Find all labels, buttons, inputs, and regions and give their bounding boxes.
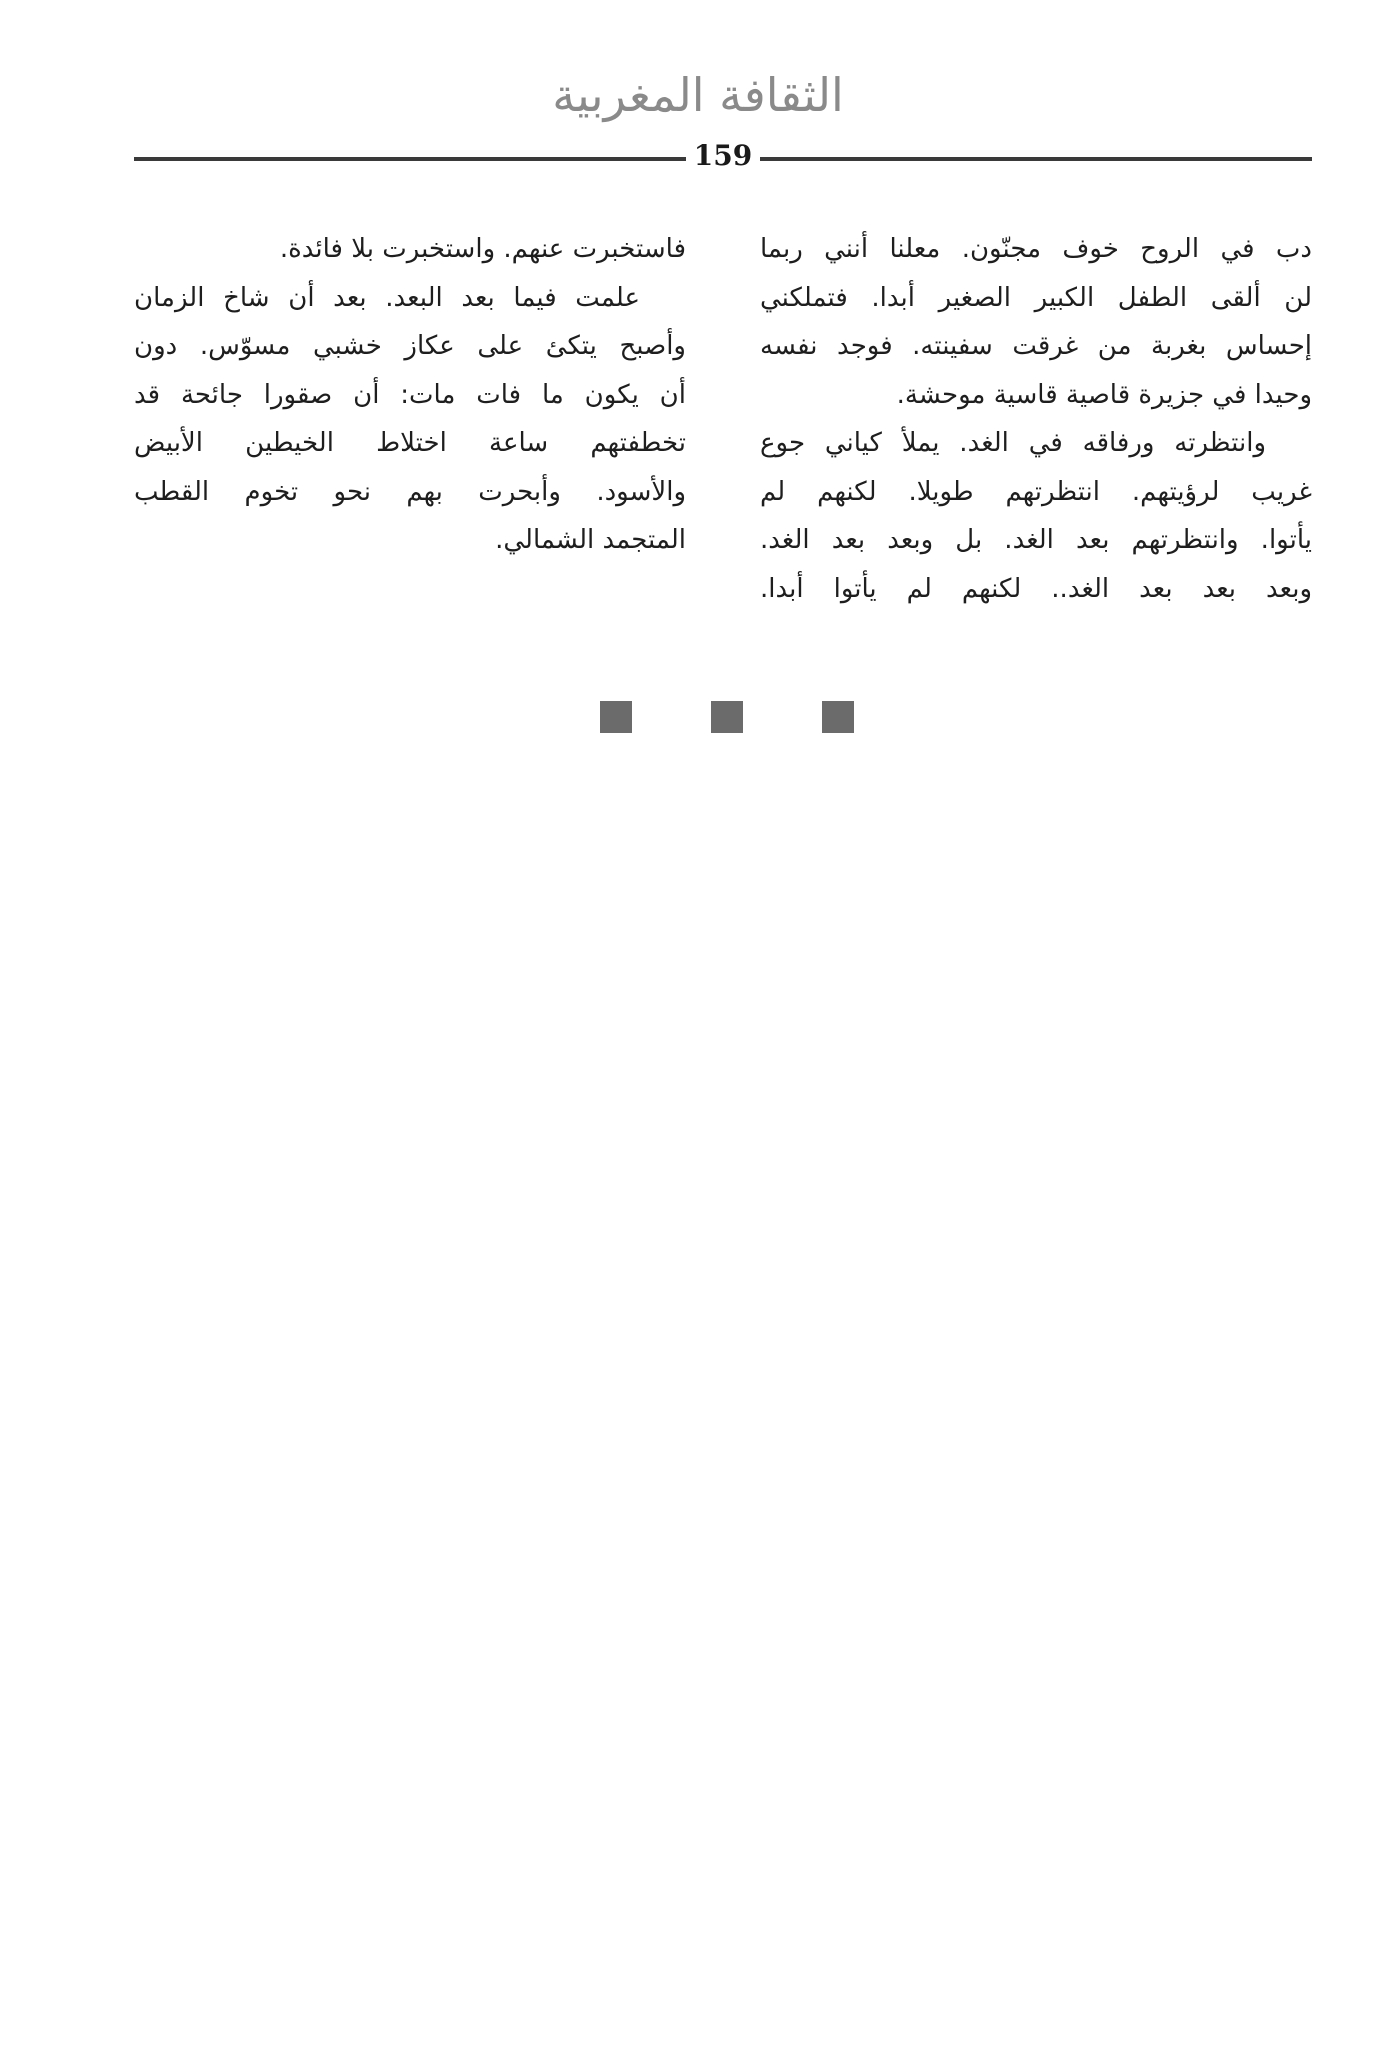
text-line: يأتوا. وانتظرتهم بعد الغد. بل وبعد بعد الغد.	[760, 525, 1312, 555]
text-line: المتجمد الشمالي.	[495, 525, 686, 555]
header-rule-left	[134, 157, 686, 161]
text-column-right	[760, 225, 1312, 613]
text-line: وبعد بعد بعد الغد.. لكنهم لم يأتوا أبدا.	[760, 573, 1312, 604]
separator-square-icon	[822, 701, 854, 733]
page-number: 159	[693, 139, 753, 172]
separator-square-icon	[600, 701, 632, 733]
text-line: تخطفتهم ساعة اختلاط الخيطين الأبيض	[134, 428, 686, 458]
header-rule-right	[760, 157, 1312, 161]
page-header-title: الثقافة المغربية	[552, 68, 844, 122]
text-line: دب في الروح خوف مجنّون. معلنا أنني ربما	[760, 234, 1312, 264]
separator-square-icon	[711, 701, 743, 733]
text-line: لن ألقى الطفل الكبير الصغير أبدا. فتملكني	[760, 282, 1312, 313]
text-line: وحيدا في جزيرة قاصية قاسية موحشة.	[896, 379, 1312, 410]
text-line: وأصبح يتكئ على عكاز خشبي مسوّس. دون	[134, 331, 686, 361]
text-line: فاستخبرت عنهم. واستخبرت بلا فائدة.	[279, 234, 686, 264]
section-separator	[600, 701, 854, 733]
text-line: علمت فيما بعد البعد. بعد أن شاخ الزمان	[134, 282, 640, 313]
text-column-left	[134, 225, 686, 565]
text-line: والأسود. وأبحرت بهم نحو تخوم القطب	[134, 476, 686, 507]
text-line: إحساس بغربة من غرقت سفينته. فوجد نفسه	[760, 331, 1312, 361]
text-line: أن يكون ما فات مات: أن صقورا جائحة قد	[134, 379, 686, 410]
text-line: وانتظرته ورفاقه في الغد. يملأ كياني جوع	[760, 428, 1266, 458]
text-line: غريب لرؤيتهم. انتظرتهم طويلا. لكنهم لم	[760, 476, 1312, 507]
